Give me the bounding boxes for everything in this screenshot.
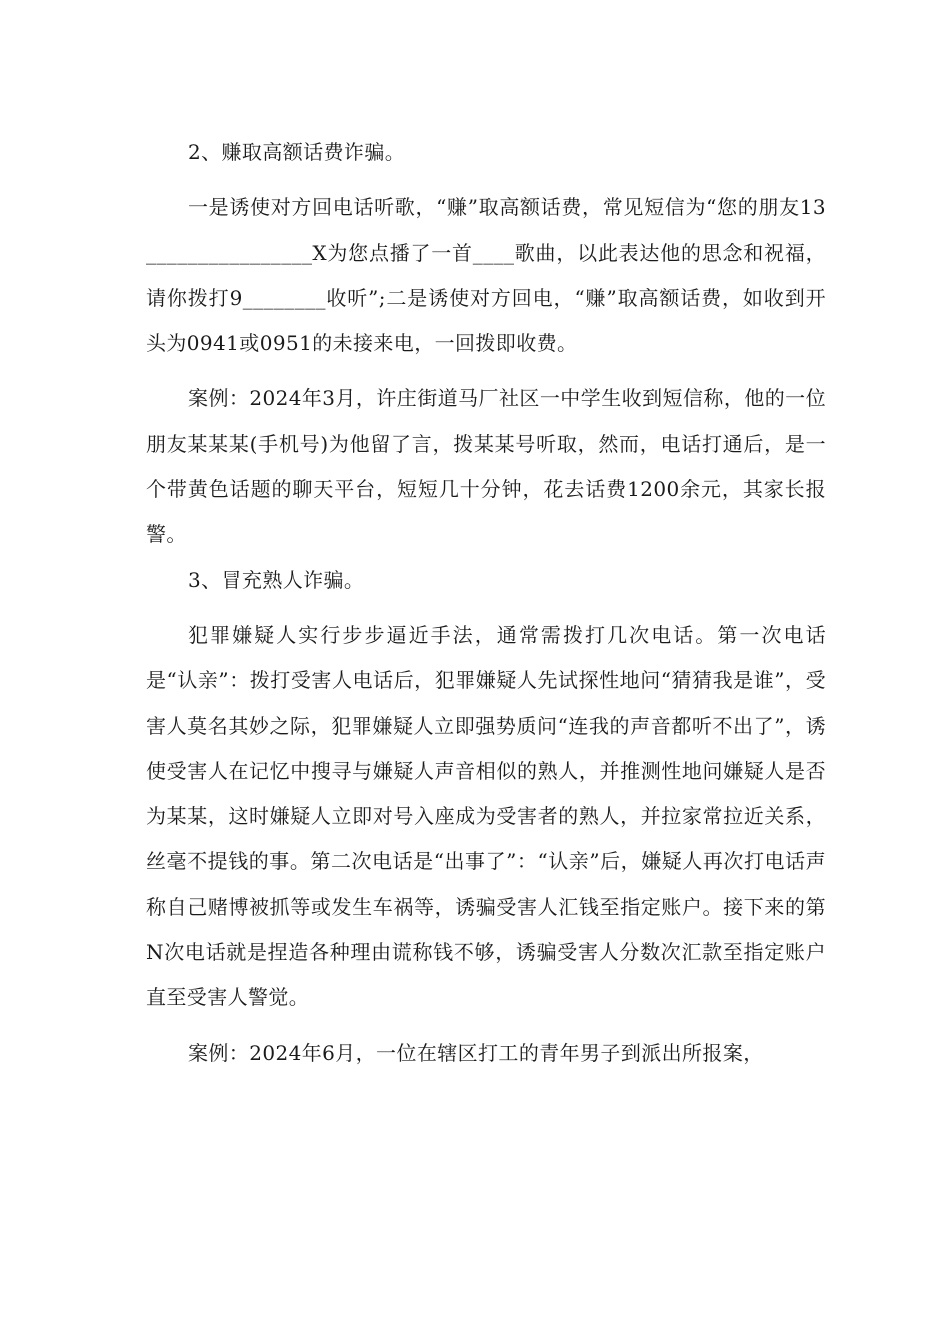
- section-heading-fee-fraud: 2、赚取高额话费诈骗。: [188, 140, 406, 164]
- paragraph-fee-fraud-description: 一是诱使对方回电话听歌，“赚”取高额话费，常见短信为“您的朋友13________________X为您点播了一首____歌曲，以此表达他的思念和祝福，请你拨打9________收听”;二是诱使对方回电，“赚”取高额话费，如收到开头为0941或0951的未接来电，一回拨即收费。: [146, 195, 826, 356]
- paragraph-acquaintance-fraud-description: 犯罪嫌疑人实行步步逼近手法，通常需拨打几次电话。第一次电话是“认亲”：拨打受害人电话后，犯罪嫌疑人先试探性地问“猜猜我是谁”，受害人莫名其妙之际，犯罪嫌疑人立即强势质问“连我的声音都听不出了”，诱使受害人在记忆中搜寻与嫌疑人声音相似的熟人，并推测性地问嫌疑人是否为某某，这时嫌疑人立即对号入座成为受害者的熟人，并拉家常拉近关系，丝毫不提钱的事。第二次电话是“出事了”：“认亲”后，嫌疑人再次打电话声称自己赌博被抓等或发生车祸等，诱骗受害人汇钱至指定账户。接下来的第N次电话就是捏造各种理由谎称钱不够，诱骗受害人分数次汇款至指定账户直至受害人警觉。: [146, 622, 826, 1010]
- section-heading-acquaintance-fraud: 3、冒充熟人诈骗。: [188, 567, 365, 592]
- document-body: [146, 130, 826, 1076]
- paragraph-fee-fraud-case: 案例：2024年3月，许庄街道马厂社区一中学生收到短信称，他的一位朋友某某某(手机号)为他留了言，拨某某号听取，然而，电话打通后，是一个带黄色话题的聊天平台，短短几十分钟，花去话费1200余元，其家长报警。: [146, 386, 826, 547]
- paragraph-acquaintance-fraud-case: 案例：2024年6月，一位在辖区打工的青年男子到派出所报案，: [188, 1040, 764, 1065]
